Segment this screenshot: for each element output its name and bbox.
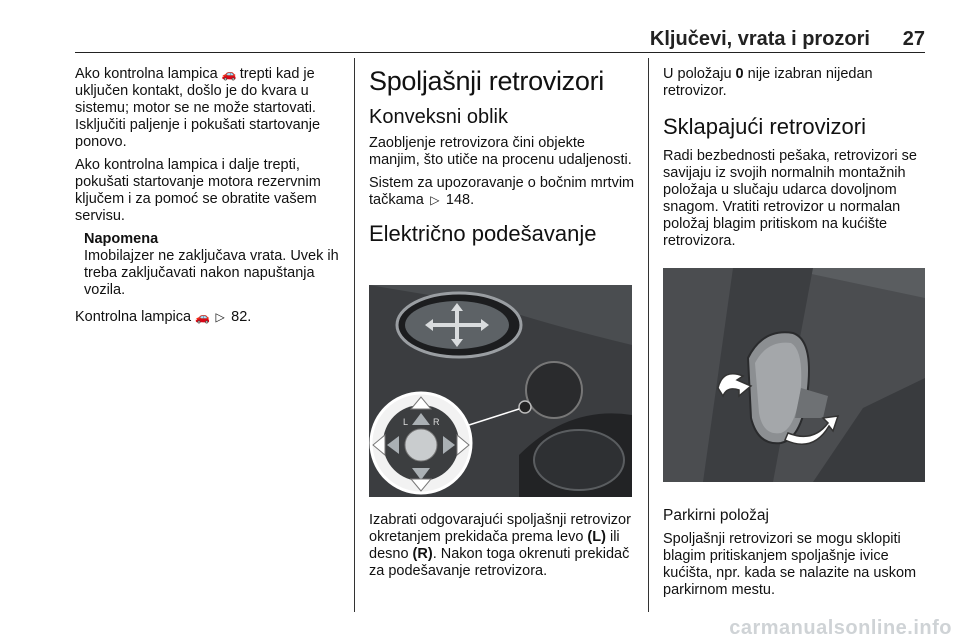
note-text: Imobilajzer ne zaključava vrata. Uvek ih treba zaključavati nakon napuštanja vozila. bbox=[84, 248, 339, 298]
folding-mirror-illustration bbox=[663, 268, 925, 482]
column-2-lower bbox=[369, 512, 637, 586]
subsection-convex: Konveksni oblik bbox=[369, 106, 508, 128]
paragraph-blind-spot: Sistem za upozoravanje o bočnim mrtvim tačkama ▷ 148. bbox=[369, 175, 635, 208]
folding-mirror-drawing bbox=[663, 268, 925, 482]
paragraph-folding: Radi bezbednosti pešaka, retrovizori se savijaju iz svojih normalnih montažnih položaja u slučaju udarca dovoljnom snagom. Vratiti retrovizor u normalan položaj blagim pritiskom na kućište retrovizora. bbox=[663, 148, 917, 249]
page-reference-arrow-icon: ▷ bbox=[430, 193, 440, 207]
paragraph-select-mirror: Izabrati odgovarajući spoljašnji retrovizor okretanjem prekidača prema levo (L) ili desno (R). Nakon toga okrenuti prekidač za podešavanje retrovizora. bbox=[369, 512, 631, 579]
column-2 bbox=[369, 62, 637, 255]
header-rule bbox=[75, 52, 925, 53]
paragraph-lamp-reference: Kontrolna lampica 🚗 ▷ 82. bbox=[75, 309, 252, 325]
page-number: 27 bbox=[902, 28, 925, 50]
note-box bbox=[84, 231, 347, 299]
paragraph-parking: Spoljašnji retrovizori se mogu sklopiti blagim pritiskanjem spoljašnje ivice kućišta, npr. kada se nalazite na uskom parkirnom mestu. bbox=[663, 531, 917, 598]
column-3 bbox=[663, 66, 928, 256]
section-title-mirrors: Spoljašnji retrovizori bbox=[369, 66, 604, 96]
subsection-parking-position: Parkirni položaj bbox=[663, 507, 769, 524]
svg-text:R: R bbox=[433, 417, 440, 427]
immobiliser-lamp-icon: 🚗 bbox=[195, 310, 211, 324]
subsection-folding-mirrors: Sklapajući retrovizori bbox=[663, 114, 866, 139]
paragraph-spare-key: Ako kontrolna lampica i dalje trepti, pokušati startovanje motora rezervnim ključem i za pomoć se obratite vašem servisu. bbox=[75, 157, 321, 224]
watermark-footer: carmanualsonline.info bbox=[729, 617, 952, 639]
svg-text:L: L bbox=[403, 417, 409, 427]
paragraph-immobiliser-fault: Ako kontrolna lampica 🚗 trepti kad je uključen kontakt, došlo je do kvara u sistemu; motor se ne može startovati. Isključiti paljenje i pokušati startovanje ponovo. bbox=[75, 66, 321, 150]
mirror-switch-illustration bbox=[369, 285, 632, 497]
note-title: Napomena bbox=[84, 231, 159, 247]
immobiliser-lamp-icon: 🚗 bbox=[221, 67, 237, 81]
mirror-switch-drawing bbox=[369, 285, 632, 497]
page-reference-link[interactable]: 148. bbox=[445, 192, 475, 208]
column-divider-2 bbox=[648, 58, 649, 612]
page-reference-arrow-icon: ▷ bbox=[215, 310, 225, 324]
paragraph-position-zero: U položaju 0 nije izabran nijedan retrovizor. bbox=[663, 66, 873, 99]
page-header-title: Ključevi, vrata i prozori bbox=[649, 28, 870, 50]
paragraph-convex: Zaobljenje retrovizora čini objekte manjim, što utiče na procenu udaljenosti. bbox=[369, 135, 632, 168]
subsection-electric-adjust: Električno podešavanje bbox=[369, 221, 597, 246]
page-reference-link[interactable]: 82. bbox=[231, 309, 252, 325]
column-3-lower bbox=[663, 498, 931, 605]
column-1 bbox=[75, 66, 347, 332]
column-divider-1 bbox=[354, 58, 355, 612]
